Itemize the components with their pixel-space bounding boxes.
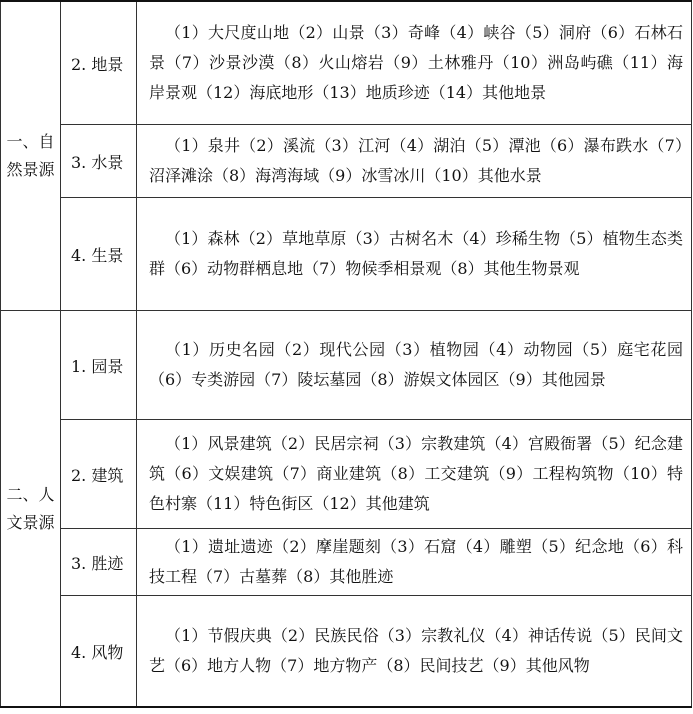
major-category-label: 一、自然景源 xyxy=(6,132,55,179)
table-row xyxy=(1,311,692,420)
subcategory-label: 2. 地景 xyxy=(61,1,137,125)
subcategory-items: （1）历史名园（2）现代公园（3）植物园（4）动物园（5）庭宅花园（6）专类游园（7）陵坛墓园（8）游娱文体园区（9）其他园景 xyxy=(137,311,692,420)
subcategory-items: （1）森林（2）草地草原（3）古树名木（4）珍稀生物（5）植物生态类群（6）动物群栖息地（7）物候季相景观（8）其他生物景观 xyxy=(137,198,692,311)
subcategory-label: 4. 生景 xyxy=(61,198,137,311)
table-row xyxy=(1,420,692,529)
table-row xyxy=(1,529,692,596)
table-row xyxy=(1,1,692,125)
major-category-natural xyxy=(1,1,61,311)
table-row xyxy=(1,596,692,708)
subcategory-items: （1）遗址遗迹（2）摩崖题刻（3）石窟（4）雕塑（5）纪念地（6）科技工程（7）古墓葬（8）其他胜迹 xyxy=(137,529,692,596)
subcategory-items: （1）风景建筑（2）民居宗祠（3）宗教建筑（4）宫殿衙署（5）纪念建筑（6）文娱建筑（7）商业建筑（8）工交建筑（9）工程构筑物（10）特色村寨（11）特色街区（12）其他建筑 xyxy=(137,420,692,529)
subcategory-items: （1）节假庆典（2）民族民俗（3）宗教礼仪（4）神话传说（5）民间文艺（6）地方人物（7）地方物产（8）民间技艺（9）其他风物 xyxy=(137,596,692,708)
major-category-label: 二、人文景源 xyxy=(6,484,55,532)
table-row xyxy=(1,198,692,311)
subcategory-label: 4. 风物 xyxy=(61,596,137,708)
subcategory-items: （1）泉井（2）溪流（3）江河（4）湖泊（5）潭池（6）瀑布跌水（7）沼泽滩涂（8）海湾海域（9）冰雪冰川（10）其他水景 xyxy=(137,125,692,198)
subcategory-label: 3. 水景 xyxy=(61,125,137,198)
table-row xyxy=(1,125,692,198)
subcategory-items: （1）大尺度山地（2）山景（3）奇峰（4）峡谷（5）洞府（6）石林石景（7）沙景沙漠（8）火山熔岩（9）土林雅丹（10）洲岛屿礁（11）海岸景观（12）海底地形（13）地质珍迹（14）其他地景 xyxy=(137,1,692,125)
subcategory-label: 2. 建筑 xyxy=(61,420,137,529)
major-category-cultural xyxy=(1,311,61,708)
subcategory-label: 1. 园景 xyxy=(61,311,137,420)
subcategory-label: 3. 胜迹 xyxy=(61,529,137,596)
